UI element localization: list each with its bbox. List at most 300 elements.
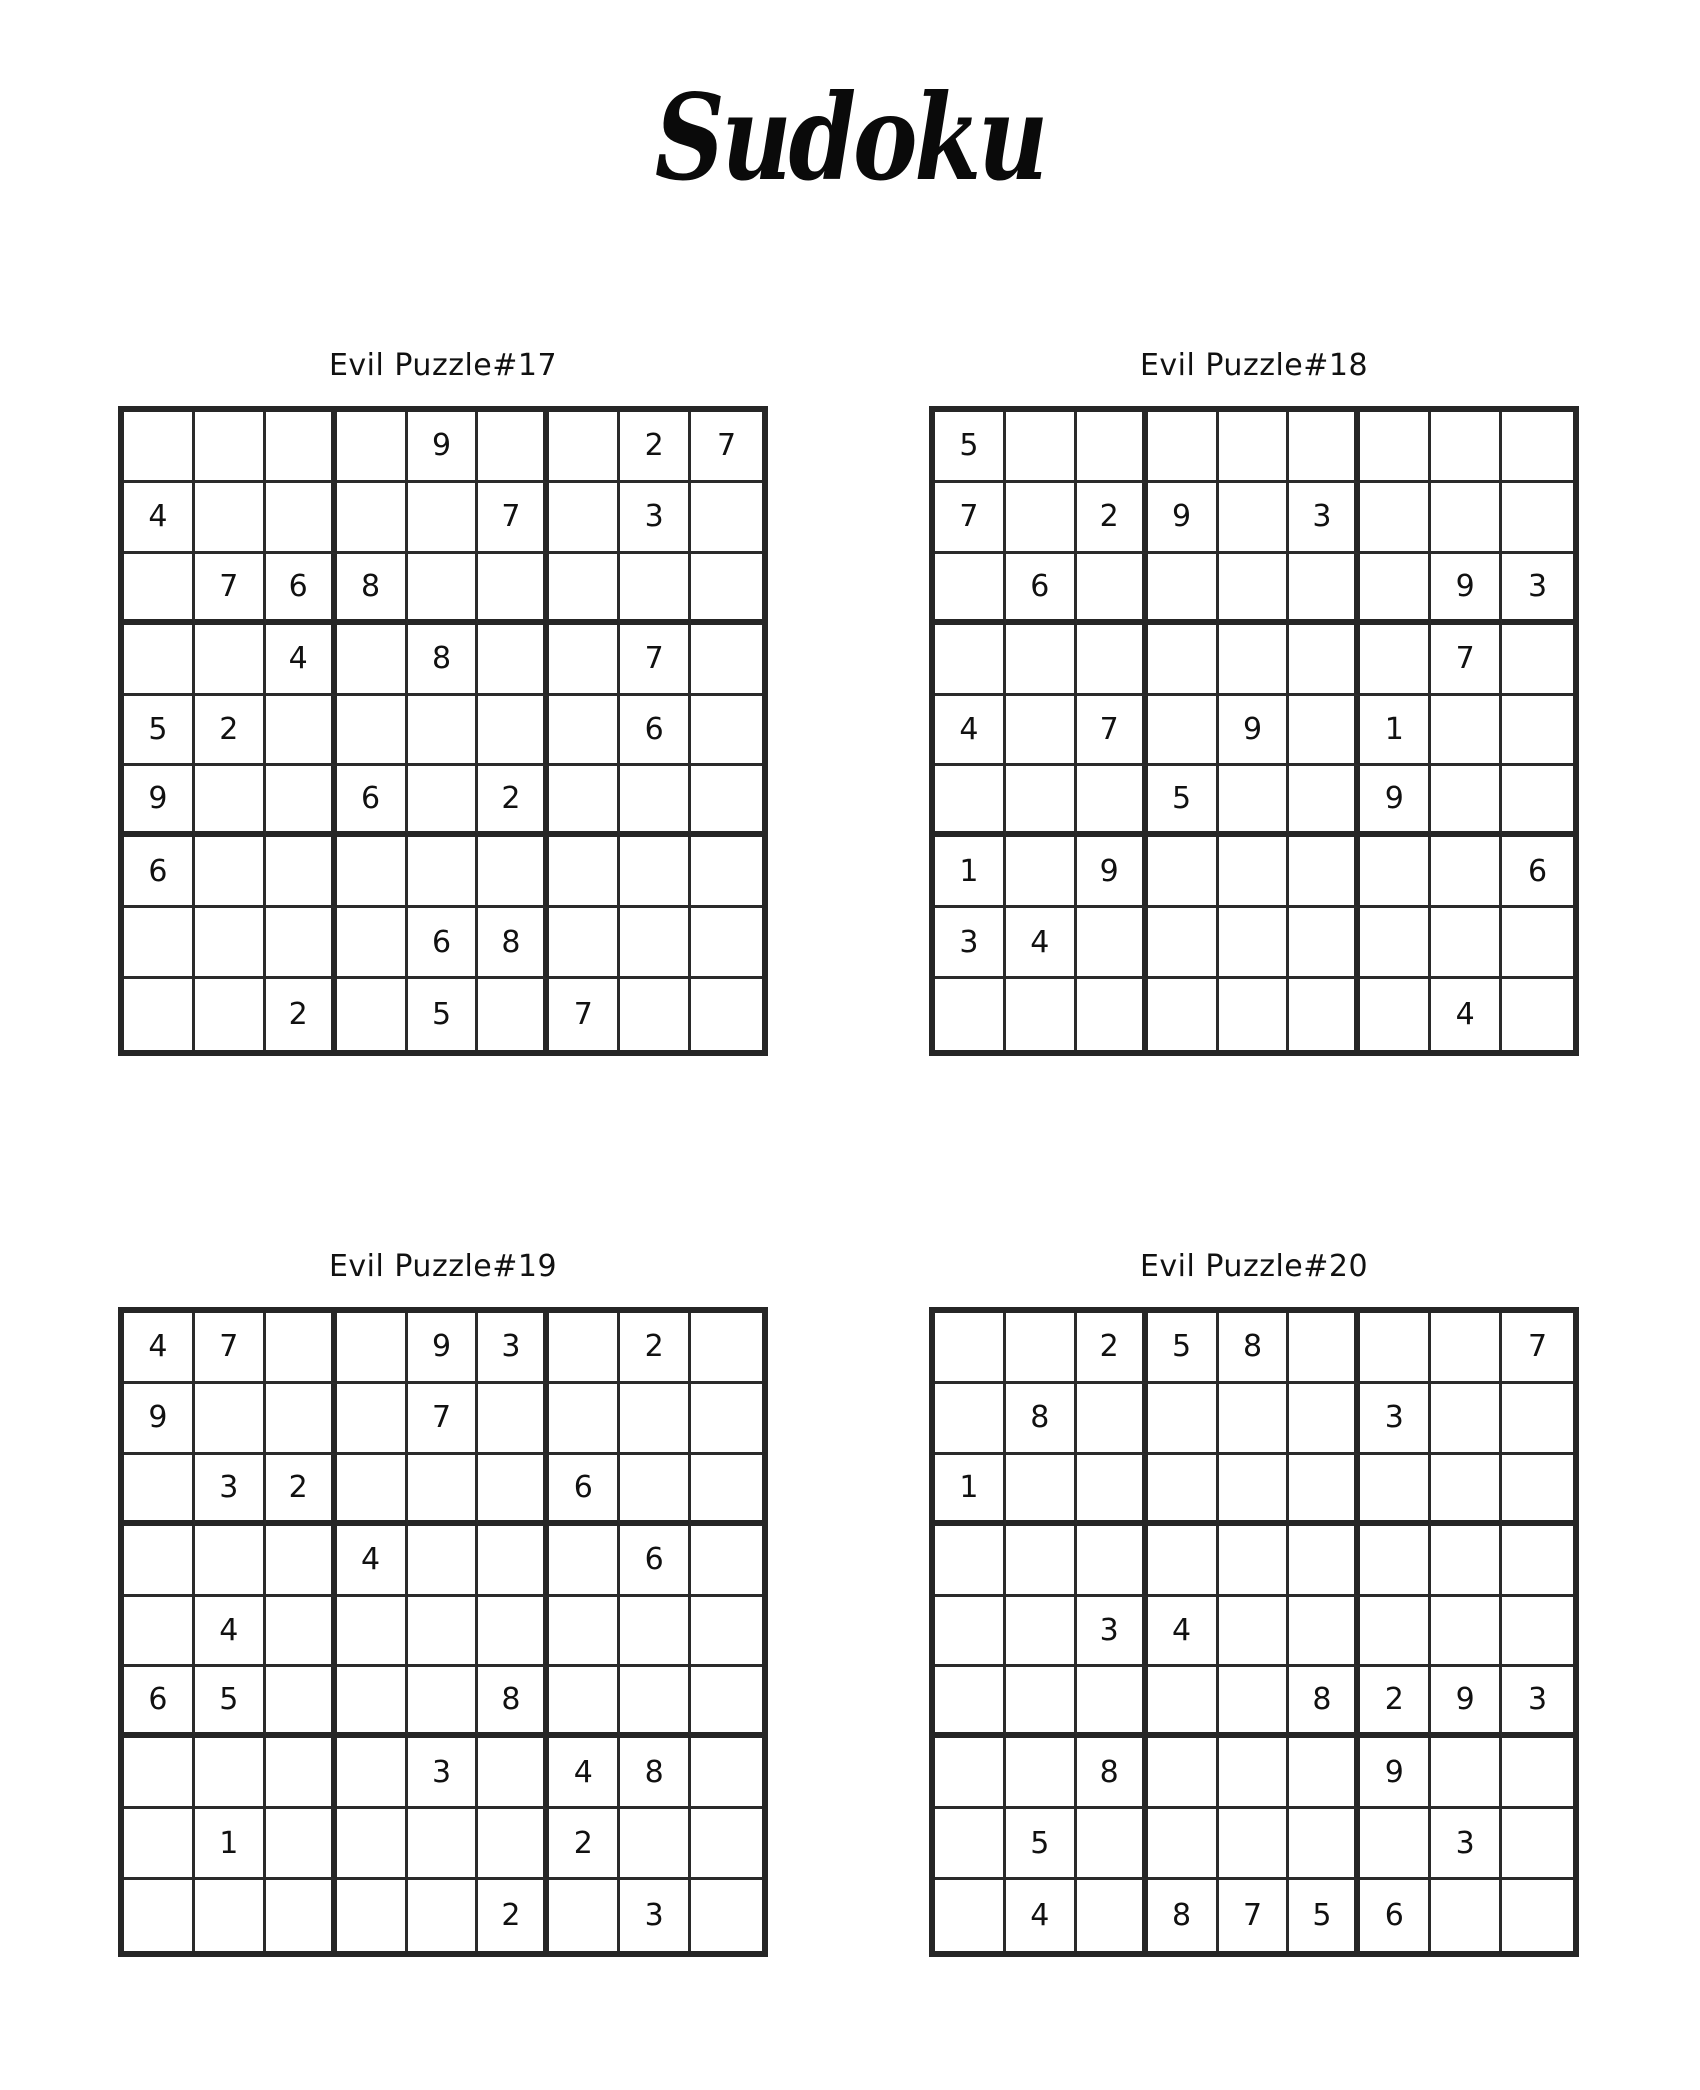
given-cell: 3: [1077, 1597, 1148, 1668]
empty-cell[interactable]: [620, 837, 691, 908]
given-cell: 3: [1289, 483, 1360, 554]
empty-cell[interactable]: [1148, 837, 1219, 908]
empty-cell[interactable]: [1219, 1597, 1290, 1668]
empty-cell[interactable]: [337, 696, 408, 767]
empty-cell[interactable]: [1360, 1809, 1431, 1880]
given-cell: 9: [124, 766, 195, 837]
empty-cell[interactable]: [935, 1809, 1006, 1880]
given-cell: 4: [124, 1313, 195, 1384]
given-cell: 3: [1502, 1667, 1573, 1738]
empty-cell[interactable]: [1289, 1809, 1360, 1880]
empty-cell[interactable]: [124, 1455, 195, 1526]
empty-cell[interactable]: [408, 554, 479, 625]
empty-cell[interactable]: [1431, 412, 1502, 483]
empty-cell[interactable]: [620, 1809, 691, 1880]
empty-cell[interactable]: [1077, 979, 1148, 1050]
empty-cell[interactable]: [1077, 908, 1148, 979]
empty-cell[interactable]: [1006, 483, 1077, 554]
empty-cell[interactable]: [691, 483, 762, 554]
empty-cell[interactable]: [478, 1384, 549, 1455]
empty-cell[interactable]: [1219, 554, 1290, 625]
given-cell: 8: [1289, 1667, 1360, 1738]
empty-cell[interactable]: [124, 554, 195, 625]
empty-cell[interactable]: [549, 1597, 620, 1668]
empty-cell[interactable]: [1219, 1384, 1290, 1455]
empty-cell[interactable]: [549, 1384, 620, 1455]
given-cell: 7: [195, 554, 266, 625]
empty-cell[interactable]: [1502, 1526, 1573, 1597]
given-cell: 8: [1219, 1313, 1290, 1384]
empty-cell[interactable]: [1502, 1880, 1573, 1951]
empty-cell[interactable]: [337, 1738, 408, 1809]
empty-cell[interactable]: [549, 1667, 620, 1738]
empty-cell[interactable]: [1219, 1455, 1290, 1526]
empty-cell[interactable]: [1148, 554, 1219, 625]
empty-cell[interactable]: [408, 1597, 479, 1668]
given-cell: 9: [1360, 1738, 1431, 1809]
empty-cell[interactable]: [1502, 979, 1573, 1050]
empty-cell[interactable]: [478, 625, 549, 696]
empty-cell[interactable]: [935, 554, 1006, 625]
empty-cell[interactable]: [1289, 1738, 1360, 1809]
empty-cell[interactable]: [1077, 1667, 1148, 1738]
empty-cell[interactable]: [266, 1738, 337, 1809]
given-cell: 1: [935, 837, 1006, 908]
empty-cell[interactable]: [1148, 1455, 1219, 1526]
empty-cell[interactable]: [1006, 1455, 1077, 1526]
empty-cell[interactable]: [1431, 1313, 1502, 1384]
given-cell: 8: [1148, 1880, 1219, 1951]
given-cell: 8: [478, 1667, 549, 1738]
empty-cell[interactable]: [478, 412, 549, 483]
empty-cell[interactable]: [935, 1738, 1006, 1809]
empty-cell[interactable]: [266, 483, 337, 554]
page-title: Sudoku: [654, 68, 1046, 207]
empty-cell[interactable]: [691, 1597, 762, 1668]
empty-cell[interactable]: [549, 483, 620, 554]
empty-cell[interactable]: [549, 1313, 620, 1384]
empty-cell[interactable]: [1219, 625, 1290, 696]
given-cell: 9: [1431, 1667, 1502, 1738]
empty-cell[interactable]: [1219, 908, 1290, 979]
empty-cell[interactable]: [337, 1809, 408, 1880]
empty-cell[interactable]: [408, 1526, 479, 1597]
given-cell: 9: [408, 1313, 479, 1384]
empty-cell[interactable]: [1502, 696, 1573, 767]
empty-cell[interactable]: [124, 979, 195, 1050]
given-cell: 6: [620, 696, 691, 767]
given-cell: 1: [935, 1455, 1006, 1526]
empty-cell[interactable]: [1360, 1526, 1431, 1597]
given-cell: 7: [1077, 696, 1148, 767]
empty-cell[interactable]: [1148, 1809, 1219, 1880]
given-cell: 9: [1219, 696, 1290, 767]
given-cell: 1: [195, 1809, 266, 1880]
empty-cell[interactable]: [478, 979, 549, 1050]
empty-cell[interactable]: [1360, 1455, 1431, 1526]
empty-cell[interactable]: [1360, 554, 1431, 625]
empty-cell[interactable]: [1148, 625, 1219, 696]
empty-cell[interactable]: [620, 1597, 691, 1668]
empty-cell[interactable]: [1148, 696, 1219, 767]
given-cell: 5: [1289, 1880, 1360, 1951]
empty-cell[interactable]: [1219, 766, 1290, 837]
empty-cell[interactable]: [478, 696, 549, 767]
empty-cell[interactable]: [691, 908, 762, 979]
sudoku-grid: [929, 406, 1579, 1056]
given-cell: 8: [337, 554, 408, 625]
empty-cell[interactable]: [266, 696, 337, 767]
given-cell: 3: [1360, 1384, 1431, 1455]
empty-cell[interactable]: [691, 1880, 762, 1951]
empty-cell[interactable]: [620, 908, 691, 979]
empty-cell[interactable]: [935, 1526, 1006, 1597]
empty-cell[interactable]: [1077, 1880, 1148, 1951]
given-cell: 9: [124, 1384, 195, 1455]
given-cell: 3: [478, 1313, 549, 1384]
empty-cell[interactable]: [1502, 1455, 1573, 1526]
empty-cell[interactable]: [1219, 1526, 1290, 1597]
empty-cell[interactable]: [1289, 696, 1360, 767]
empty-cell[interactable]: [1431, 696, 1502, 767]
empty-cell[interactable]: [1289, 837, 1360, 908]
empty-cell[interactable]: [1006, 412, 1077, 483]
empty-cell[interactable]: [337, 1597, 408, 1668]
empty-cell[interactable]: [337, 1667, 408, 1738]
given-cell: 8: [620, 1738, 691, 1809]
empty-cell[interactable]: [691, 979, 762, 1050]
empty-cell[interactable]: [1431, 1880, 1502, 1951]
empty-cell[interactable]: [124, 1809, 195, 1880]
empty-cell[interactable]: [1077, 1809, 1148, 1880]
empty-cell[interactable]: [691, 1455, 762, 1526]
empty-cell[interactable]: [1289, 554, 1360, 625]
given-cell: 6: [408, 908, 479, 979]
given-cell: 6: [266, 554, 337, 625]
empty-cell[interactable]: [1502, 1597, 1573, 1668]
given-cell: 4: [1431, 979, 1502, 1050]
given-cell: 2: [549, 1809, 620, 1880]
empty-cell[interactable]: [1502, 1809, 1573, 1880]
empty-cell[interactable]: [1431, 908, 1502, 979]
empty-cell[interactable]: [935, 1880, 1006, 1951]
empty-cell[interactable]: [1502, 483, 1573, 554]
empty-cell[interactable]: [1148, 1667, 1219, 1738]
empty-cell[interactable]: [337, 908, 408, 979]
empty-cell[interactable]: [266, 1526, 337, 1597]
empty-cell[interactable]: [408, 837, 479, 908]
given-cell: 5: [408, 979, 479, 1050]
given-cell: 6: [1006, 554, 1077, 625]
empty-cell[interactable]: [935, 1384, 1006, 1455]
empty-cell[interactable]: [1360, 625, 1431, 696]
empty-cell[interactable]: [549, 625, 620, 696]
given-cell: 2: [620, 412, 691, 483]
empty-cell[interactable]: [408, 1809, 479, 1880]
empty-cell[interactable]: [1502, 412, 1573, 483]
empty-cell[interactable]: [1431, 1384, 1502, 1455]
empty-cell[interactable]: [1148, 908, 1219, 979]
empty-cell[interactable]: [1148, 979, 1219, 1050]
empty-cell[interactable]: [1289, 1384, 1360, 1455]
empty-cell[interactable]: [408, 483, 479, 554]
empty-cell[interactable]: [478, 837, 549, 908]
given-cell: 2: [1360, 1667, 1431, 1738]
empty-cell[interactable]: [549, 412, 620, 483]
empty-cell[interactable]: [1502, 766, 1573, 837]
given-cell: 4: [1006, 1880, 1077, 1951]
empty-cell[interactable]: [1219, 1738, 1290, 1809]
empty-cell[interactable]: [478, 1738, 549, 1809]
empty-cell[interactable]: [691, 1526, 762, 1597]
empty-cell[interactable]: [1431, 1455, 1502, 1526]
empty-cell[interactable]: [1219, 1809, 1290, 1880]
empty-cell[interactable]: [195, 483, 266, 554]
empty-cell[interactable]: [1006, 1597, 1077, 1668]
empty-cell[interactable]: [691, 1738, 762, 1809]
empty-cell[interactable]: [935, 979, 1006, 1050]
given-cell: 3: [620, 1880, 691, 1951]
empty-cell[interactable]: [337, 1880, 408, 1951]
empty-cell[interactable]: [549, 766, 620, 837]
empty-cell[interactable]: [266, 1384, 337, 1455]
given-cell: 3: [195, 1455, 266, 1526]
empty-cell[interactable]: [691, 766, 762, 837]
empty-cell[interactable]: [1289, 625, 1360, 696]
empty-cell[interactable]: [1502, 1384, 1573, 1455]
empty-cell[interactable]: [478, 1809, 549, 1880]
empty-cell[interactable]: [124, 625, 195, 696]
empty-cell[interactable]: [1502, 1738, 1573, 1809]
empty-cell[interactable]: [1360, 412, 1431, 483]
given-cell: 8: [478, 908, 549, 979]
empty-cell[interactable]: [620, 1667, 691, 1738]
empty-cell[interactable]: [337, 483, 408, 554]
given-cell: 5: [935, 412, 1006, 483]
empty-cell[interactable]: [1006, 1526, 1077, 1597]
empty-cell[interactable]: [549, 554, 620, 625]
empty-cell[interactable]: [266, 412, 337, 483]
empty-cell[interactable]: [691, 837, 762, 908]
empty-cell[interactable]: [266, 1667, 337, 1738]
empty-cell[interactable]: [1431, 766, 1502, 837]
given-cell: 4: [195, 1597, 266, 1668]
empty-cell[interactable]: [337, 1384, 408, 1455]
empty-cell[interactable]: [620, 1384, 691, 1455]
empty-cell[interactable]: [266, 908, 337, 979]
given-cell: 5: [124, 696, 195, 767]
empty-cell[interactable]: [1289, 908, 1360, 979]
given-cell: 9: [408, 412, 479, 483]
empty-cell[interactable]: [620, 766, 691, 837]
empty-cell[interactable]: [935, 1313, 1006, 1384]
puzzle-title: Evil Puzzle#20: [1139, 1249, 1369, 1284]
empty-cell[interactable]: [549, 837, 620, 908]
given-cell: 7: [1431, 625, 1502, 696]
empty-cell[interactable]: [935, 766, 1006, 837]
empty-cell[interactable]: [408, 1455, 479, 1526]
empty-cell[interactable]: [1289, 412, 1360, 483]
empty-cell[interactable]: [408, 1880, 479, 1951]
empty-cell[interactable]: [408, 1667, 479, 1738]
empty-cell[interactable]: [195, 1526, 266, 1597]
empty-cell[interactable]: [337, 412, 408, 483]
empty-cell[interactable]: [691, 696, 762, 767]
empty-cell[interactable]: [1431, 1738, 1502, 1809]
empty-cell[interactable]: [1006, 979, 1077, 1050]
empty-cell[interactable]: [1006, 1313, 1077, 1384]
empty-cell[interactable]: [124, 1738, 195, 1809]
empty-cell[interactable]: [1006, 837, 1077, 908]
empty-cell[interactable]: [1006, 766, 1077, 837]
sudoku-grid: [929, 1307, 1579, 1957]
empty-cell[interactable]: [408, 766, 479, 837]
given-cell: 3: [1502, 554, 1573, 625]
empty-cell[interactable]: [266, 1313, 337, 1384]
empty-cell[interactable]: [124, 908, 195, 979]
empty-cell[interactable]: [1006, 625, 1077, 696]
empty-cell[interactable]: [1289, 1455, 1360, 1526]
given-cell: 6: [549, 1455, 620, 1526]
given-cell: 7: [620, 625, 691, 696]
empty-cell[interactable]: [1006, 1738, 1077, 1809]
empty-cell[interactable]: [1360, 979, 1431, 1050]
empty-cell[interactable]: [1077, 412, 1148, 483]
empty-cell[interactable]: [195, 412, 266, 483]
given-cell: 6: [124, 837, 195, 908]
empty-cell[interactable]: [691, 1313, 762, 1384]
empty-cell[interactable]: [1431, 483, 1502, 554]
empty-cell[interactable]: [337, 1313, 408, 1384]
given-cell: 7: [478, 483, 549, 554]
empty-cell[interactable]: [1360, 908, 1431, 979]
empty-cell[interactable]: [549, 908, 620, 979]
given-cell: 9: [1360, 766, 1431, 837]
empty-cell[interactable]: [549, 1880, 620, 1951]
given-cell: 7: [935, 483, 1006, 554]
puzzle-title: Evil Puzzle#17: [328, 348, 558, 383]
given-cell: 8: [1006, 1384, 1077, 1455]
empty-cell[interactable]: [620, 1455, 691, 1526]
empty-cell[interactable]: [1077, 766, 1148, 837]
empty-cell[interactable]: [124, 1880, 195, 1951]
empty-cell[interactable]: [1077, 1526, 1148, 1597]
empty-cell[interactable]: [1148, 1526, 1219, 1597]
sudoku-grid: [118, 406, 768, 1056]
given-cell: 4: [1006, 908, 1077, 979]
given-cell: 4: [549, 1738, 620, 1809]
empty-cell[interactable]: [1148, 412, 1219, 483]
empty-cell[interactable]: [620, 979, 691, 1050]
empty-cell[interactable]: [408, 696, 479, 767]
empty-cell[interactable]: [478, 554, 549, 625]
empty-cell[interactable]: [1077, 1384, 1148, 1455]
empty-cell[interactable]: [1289, 766, 1360, 837]
empty-cell[interactable]: [691, 625, 762, 696]
given-cell: 4: [1148, 1597, 1219, 1668]
empty-cell[interactable]: [691, 1809, 762, 1880]
empty-cell[interactable]: [1219, 979, 1290, 1050]
empty-cell[interactable]: [935, 1597, 1006, 1668]
empty-cell[interactable]: [1289, 1313, 1360, 1384]
empty-cell[interactable]: [478, 1526, 549, 1597]
empty-cell[interactable]: [1360, 1597, 1431, 1668]
empty-cell[interactable]: [1360, 837, 1431, 908]
empty-cell[interactable]: [1289, 1597, 1360, 1668]
empty-cell[interactable]: [1431, 1597, 1502, 1668]
empty-cell[interactable]: [1077, 554, 1148, 625]
empty-cell[interactable]: [1360, 483, 1431, 554]
empty-cell[interactable]: [1219, 837, 1290, 908]
empty-cell[interactable]: [266, 1809, 337, 1880]
empty-cell[interactable]: [337, 1455, 408, 1526]
empty-cell[interactable]: [195, 625, 266, 696]
empty-cell[interactable]: [195, 908, 266, 979]
given-cell: 6: [1502, 837, 1573, 908]
empty-cell[interactable]: [195, 979, 266, 1050]
empty-cell[interactable]: [266, 766, 337, 837]
empty-cell[interactable]: [935, 625, 1006, 696]
empty-cell[interactable]: [195, 837, 266, 908]
empty-cell[interactable]: [1077, 1455, 1148, 1526]
empty-cell[interactable]: [1077, 625, 1148, 696]
empty-cell[interactable]: [195, 1880, 266, 1951]
empty-cell[interactable]: [1219, 1667, 1290, 1738]
empty-cell[interactable]: [1360, 1313, 1431, 1384]
given-cell: 7: [408, 1384, 479, 1455]
empty-cell[interactable]: [337, 625, 408, 696]
given-cell: 2: [266, 979, 337, 1050]
empty-cell[interactable]: [1431, 1526, 1502, 1597]
empty-cell[interactable]: [1502, 908, 1573, 979]
empty-cell[interactable]: [478, 1455, 549, 1526]
empty-cell[interactable]: [266, 837, 337, 908]
empty-cell[interactable]: [337, 837, 408, 908]
empty-cell[interactable]: [691, 1667, 762, 1738]
empty-cell[interactable]: [1431, 837, 1502, 908]
empty-cell[interactable]: [195, 766, 266, 837]
empty-cell[interactable]: [1289, 1526, 1360, 1597]
empty-cell[interactable]: [935, 1667, 1006, 1738]
empty-cell[interactable]: [1148, 1738, 1219, 1809]
empty-cell[interactable]: [691, 554, 762, 625]
empty-cell[interactable]: [1219, 412, 1290, 483]
empty-cell[interactable]: [549, 696, 620, 767]
puzzle-title: Evil Puzzle#18: [1139, 348, 1369, 383]
empty-cell[interactable]: [1006, 696, 1077, 767]
empty-cell[interactable]: [266, 1880, 337, 1951]
empty-cell[interactable]: [620, 554, 691, 625]
empty-cell[interactable]: [1219, 483, 1290, 554]
empty-cell[interactable]: [1148, 1384, 1219, 1455]
empty-cell[interactable]: [124, 1597, 195, 1668]
empty-cell[interactable]: [124, 412, 195, 483]
empty-cell[interactable]: [266, 1597, 337, 1668]
empty-cell[interactable]: [195, 1738, 266, 1809]
empty-cell[interactable]: [337, 979, 408, 1050]
empty-cell[interactable]: [1006, 1667, 1077, 1738]
empty-cell[interactable]: [1502, 625, 1573, 696]
given-cell: 6: [1360, 1880, 1431, 1951]
given-cell: 7: [691, 412, 762, 483]
empty-cell[interactable]: [549, 1526, 620, 1597]
given-cell: 9: [1431, 554, 1502, 625]
empty-cell[interactable]: [195, 1384, 266, 1455]
empty-cell[interactable]: [691, 1384, 762, 1455]
empty-cell[interactable]: [1289, 979, 1360, 1050]
empty-cell[interactable]: [478, 1597, 549, 1668]
empty-cell[interactable]: [124, 1526, 195, 1597]
